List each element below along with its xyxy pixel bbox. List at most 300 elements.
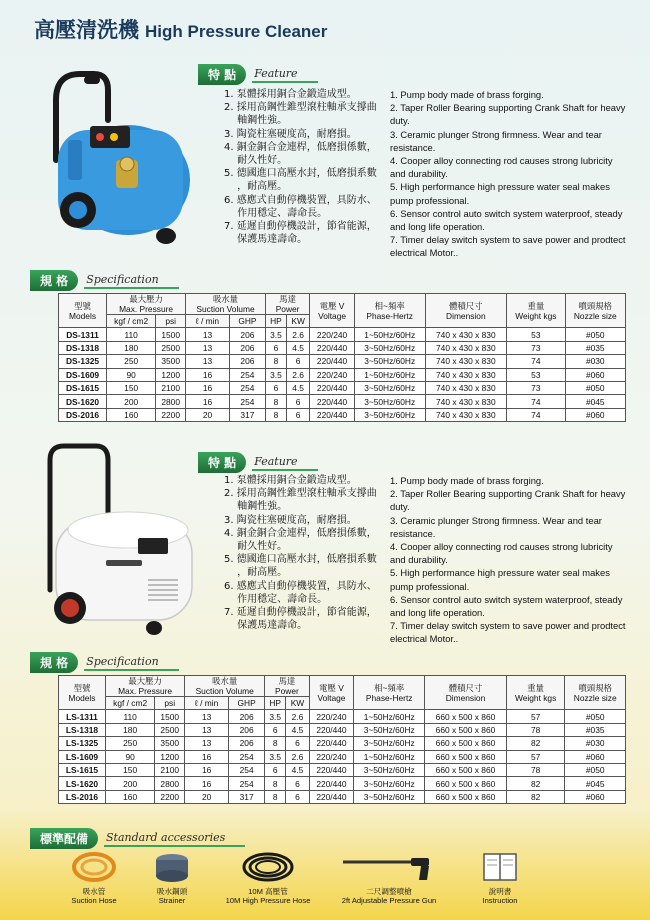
model-cell: DS-1318 [59,341,107,354]
accessory-label-en: Instruction [482,896,518,905]
table-cell: 254 [229,395,265,408]
model-cell: DS-1325 [59,355,107,368]
table-cell: 20 [185,790,229,803]
feature-en-line: 5. High performance high pressure water seal makes [390,181,610,193]
table-cell: 250 [105,737,154,750]
table-cell: 8 [265,790,286,803]
spec-tag-1 [30,270,179,291]
table-cell: 82 [506,777,565,790]
white-pressure-cleaner-image [36,440,202,638]
feature-en-line: 3. Ceramic plunger Strong firmness. Wear and tear [390,128,602,140]
spec-tag-2 [30,652,179,673]
th-unit-gph: GHP [229,697,265,710]
table-cell: #045 [565,777,626,790]
table-cell: 206 [229,341,265,354]
table-cell: 317 [229,790,265,803]
table-cell: 660 x 500 x 860 [425,790,507,803]
table-cell: 160 [105,790,154,803]
table-cell: 254 [229,763,265,776]
th-dimension: 體積尺寸 Dimension [425,294,507,328]
table-cell: 57 [506,750,565,763]
table-cell: 740 x 430 x 830 [425,355,507,368]
feature-en-line: duty. [390,501,410,513]
feature-en-line: 7. Timer delay switch system to save power and prodtect [390,234,626,246]
table-cell: #050 [565,328,625,341]
table-cell: 1200 [155,750,185,763]
feature-en-line: 6. Sensor control auto switch system waterproof, steady [390,593,623,605]
table-cell: 6 [286,408,309,421]
table-cell: 220/240 [309,710,354,723]
table-cell: 1~50Hz/60Hz [354,750,425,763]
table-row [59,408,626,421]
table-cell: 206 [229,355,265,368]
spec-table-body [59,710,626,804]
accessory-label-cn: 10M 高壓管 [248,887,288,896]
table-cell: 1200 [156,368,186,381]
features-cn-list-1 [224,88,377,246]
th-motor: 馬達 Power [265,294,309,315]
table-cell: 254 [229,750,265,763]
table-cell: 16 [185,750,229,763]
table-cell: 220/240 [310,368,355,381]
table-cell: 90 [105,750,154,763]
feature-en-line: 7. Timer delay switch system to save power and prodtect [390,620,626,632]
table-cell: 150 [105,763,154,776]
high-pressure-hose-icon [238,850,298,884]
features-en-list-2 [390,474,626,646]
table-cell: 220/440 [310,381,355,394]
spec-tag-sub: Specification [84,273,178,289]
model-cell: DS-1620 [59,395,107,408]
th-voltage: 電壓 V Voltage [310,294,355,328]
feature-en-line: 4. Cooper alloy connecting rod causes strong lubricity [390,155,613,167]
table-cell: 206 [229,723,265,736]
table-cell: 150 [107,381,156,394]
feature-cn-line: 耐久性好。 [224,155,288,167]
table-cell: 2100 [156,381,186,394]
title-en: High Pressure Cleaner [145,22,328,41]
table-cell: 3~50Hz/60Hz [354,737,425,750]
features-en-list-1 [390,88,626,260]
model-cell: LS-1609 [59,750,106,763]
table-cell: 6 [265,381,286,394]
table-cell: 220/440 [309,737,354,750]
th-nozzle: 噴頭規格 Nozzle size [565,294,625,328]
table-cell: 1~50Hz/60Hz [354,368,425,381]
table-cell: 8 [265,737,286,750]
table-cell: 73 [507,381,565,394]
th-model: 型號 Models [59,294,107,328]
feature-en-line: electrical Motor.. [390,247,459,259]
table-cell: 16 [185,777,229,790]
table-cell: 3~50Hz/60Hz [354,395,425,408]
table-cell: 8 [265,355,286,368]
accessory-label-en: Suction Hose [71,896,117,905]
table-cell: 160 [107,408,156,421]
feature-en-line: electrical Motor.. [390,633,459,645]
feature-en-line: 2. Taper Roller Bearing supporting Crank Shaft for heavy [390,102,626,114]
feature-en-line: 5. High performance high pressure water seal makes [390,567,610,579]
table-cell: 1~50Hz/60Hz [354,710,425,723]
table-cell: 13 [185,737,229,750]
features-cn-list-2 [224,474,377,632]
table-cell: 4.5 [286,341,309,354]
accessory-suction-hose [58,850,130,905]
th-unit-hp: HP [265,315,286,328]
feature-cn-line: 耐久性好。 [224,541,288,553]
feature-cn-line: 1. 泵體採用銅合金鍛造成型。 [224,89,357,100]
table-cell: 220/440 [310,355,355,368]
table-row [59,750,626,763]
table-cell: 6 [265,723,286,736]
spec-tag-label: 規 格 [30,270,78,291]
table-cell: 200 [105,777,154,790]
table-cell: 250 [107,355,156,368]
th-suction: 吸水量 Suction Volume [186,294,266,315]
th-phase: 相~頻率 Phase-Hertz [354,294,425,328]
table-cell: 2200 [155,790,185,803]
table-cell: 3~50Hz/60Hz [354,408,425,421]
accessory-label-cn: 說明書 [488,887,512,896]
table-cell: 6 [286,777,309,790]
th-unit-hp: HP [265,697,286,710]
table-cell: 206 [229,328,265,341]
accessory-instruction [470,850,530,905]
table-cell: 110 [107,328,156,341]
feature-cn-line: 保護馬達壽命。 [224,620,308,632]
accessory-high-pressure-hose [218,850,318,905]
table-cell: 53 [507,368,565,381]
table-row [59,710,626,723]
table-row [59,355,626,368]
table-cell: 660 x 500 x 860 [425,777,507,790]
table-cell: 200 [107,395,156,408]
table-cell: 3500 [156,355,186,368]
table-cell: 74 [507,355,565,368]
table-cell: 4.5 [286,723,309,736]
th-nozzle: 噴頭規格 Nozzle size [565,676,626,710]
table-cell: #050 [565,381,625,394]
feature-tag-1 [198,64,318,85]
feature-en-line: 3. Ceramic plunger Strong firmness. Wear and tear [390,514,602,526]
th-pressure: 最大壓力 Max. Pressure [107,294,186,315]
feature-cn-line: 3. 陶瓷柱塞硬度高，耐磨損。 [224,128,357,140]
table-cell: 13 [185,723,229,736]
table-cell: #050 [565,710,626,723]
accessories-tag [30,828,245,849]
table-cell: 317 [229,408,265,421]
th-phase: 相~頻率 Phase-Hertz [354,676,425,710]
feature-cn-line: 3. 陶瓷柱塞硬度高，耐磨損。 [224,514,357,526]
table-cell: 206 [229,737,265,750]
feature-cn-line: 4. 銅金銅合金連桿，低磨損係數， [224,527,377,539]
table-cell: 660 x 500 x 860 [425,750,507,763]
table-cell: 6 [286,395,309,408]
accessories-tag-label: 標準配備 [30,828,98,849]
feature-cn-line: 2. 採用高鋼性錐型滾柱軸承支撐曲 [224,102,377,114]
table-cell: #035 [565,341,625,354]
table-cell: 206 [229,710,265,723]
table-cell: 660 x 500 x 860 [425,723,507,736]
accessory-label-cn: 吸水管 [82,887,106,896]
accessory-pressure-gun [330,850,448,905]
table-cell: 13 [185,710,229,723]
feature-tag-2 [198,452,318,473]
th-weight: 重量 Weight kgs [506,676,565,710]
feature-cn-line: 保護馬達壽命。 [224,234,308,246]
table-cell: 16 [186,368,230,381]
feature-en-line: 1. Pump body made of brass forging. [390,89,544,100]
table-cell: 3~50Hz/60Hz [354,723,425,736]
table-row [59,341,626,354]
accessory-label-en: 10M High Pressure Hose [225,896,311,905]
th-unit-gph: GHP [229,315,265,328]
feature-cn-line: 4. 銅金銅合金連桿，低磨損係數， [224,141,377,153]
table-cell: #060 [565,408,625,421]
th-weight: 重量 Weight kgs [507,294,565,328]
table-cell: 660 x 500 x 860 [425,710,507,723]
table-cell: 6 [286,737,309,750]
table-cell: 3~50Hz/60Hz [354,790,425,803]
th-dimension: 體積尺寸 Dimension [425,676,507,710]
table-cell: 78 [506,723,565,736]
table-row [59,737,626,750]
accessories-tag-sub: Standard accessories [104,831,245,847]
feature-tag-label: 特 點 [198,64,246,85]
model-cell: LS-1615 [59,763,106,776]
feature-en-line: resistance. [390,141,436,153]
table-row [59,381,626,394]
table-cell: 16 [186,381,230,394]
th-unit-kgf: kgf / cm2 [107,315,156,328]
feature-cn-line: 1. 泵體採用銅合金鍛造成型。 [224,475,357,486]
th-voltage: 電壓 V Voltage [309,676,354,710]
feature-en-line: pump professional. [390,580,470,592]
table-cell: 110 [105,710,154,723]
table-cell: 2100 [155,763,185,776]
spec-table-1 [58,293,626,422]
table-cell: 3~50Hz/60Hz [354,381,425,394]
table-cell: 740 x 430 x 830 [425,395,507,408]
feature-en-line: resistance. [390,527,436,539]
accessory-label-en: 2ft Adjustable Pressure Gun [341,896,437,905]
table-cell: 6 [286,355,309,368]
th-unit-lmin: ℓ / min [186,315,230,328]
table-cell: 6 [265,763,286,776]
table-cell: 180 [107,341,156,354]
feature-cn-line: 7. 延遲自動停機設計，節省能源， [224,221,377,233]
spec-tag-sub: Specification [84,655,178,671]
table-cell: 6 [265,341,286,354]
table-cell: 180 [105,723,154,736]
feature-en-line: pump professional. [390,194,470,206]
table-row [59,723,626,736]
table-cell: 1500 [156,328,186,341]
th-unit-lmin: ℓ / min [185,697,229,710]
table-cell: 90 [107,368,156,381]
feature-cn-line: 7. 延遲自動停機設計，節省能源， [224,607,377,619]
table-cell: #060 [565,790,626,803]
accessory-label-en: Strainer [158,896,186,905]
accessory-label-cn: 二尺調整噴槍 [366,887,412,896]
table-row [59,790,626,803]
table-cell: 254 [229,777,265,790]
table-cell: 74 [507,408,565,421]
table-cell: 2.6 [286,710,309,723]
table-cell: 660 x 500 x 860 [425,763,507,776]
th-unit-psi: psi [155,697,185,710]
model-cell: DS-1609 [59,368,107,381]
table-cell: 3.5 [265,368,286,381]
table-cell: #030 [565,737,626,750]
spec-tag-label: 規 格 [30,652,78,673]
pressure-gun-icon [339,850,439,884]
table-cell: 3.5 [265,710,286,723]
th-model: 型號 Models [59,676,106,710]
feature-tag-label: 特 點 [198,452,246,473]
table-cell: 82 [506,790,565,803]
table-cell: 8 [265,408,286,421]
table-cell: 220/440 [309,763,354,776]
model-cell: LS-1620 [59,777,106,790]
feature-cn-line: 5. 德國進口高壓水封，低磨損系數 [224,168,377,180]
table-cell: 220/440 [310,395,355,408]
table-cell: 4.5 [286,381,309,394]
model-cell: LS-1325 [59,737,106,750]
table-cell: 740 x 430 x 830 [425,381,507,394]
table-cell: 2.6 [286,750,309,763]
feature-tag-sub: Feature [252,455,317,471]
table-cell: 2500 [156,341,186,354]
table-cell: 13 [186,328,230,341]
model-cell: LS-2016 [59,790,106,803]
th-unit-psi: psi [156,315,186,328]
table-row [59,777,626,790]
table-cell: 3.5 [265,750,286,763]
table-cell: 16 [185,763,229,776]
table-cell: 220/440 [309,777,354,790]
model-cell: LS-1318 [59,723,106,736]
table-cell: 57 [506,710,565,723]
table-cell: 1~50Hz/60Hz [354,328,425,341]
table-cell: 740 x 430 x 830 [425,341,507,354]
table-row [59,763,626,776]
feature-en-line: and durability. [390,168,448,180]
table-cell: 13 [186,355,230,368]
table-cell: 220/440 [309,723,354,736]
blue-pressure-cleaner-image [28,60,196,250]
page-title [34,14,327,44]
table-cell: #060 [565,368,625,381]
table-cell: 740 x 430 x 830 [425,328,507,341]
table-cell: 3~50Hz/60Hz [354,355,425,368]
table-cell: 2800 [156,395,186,408]
feature-en-line: and long life operation. [390,221,485,233]
spec-table-body [59,328,626,422]
feature-cn-line: 6. 感應式自動停機裝置，具防水、 [224,194,377,206]
model-cell: DS-2016 [59,408,107,421]
th-unit-kw: KW [286,697,309,710]
table-cell: 3~50Hz/60Hz [354,341,425,354]
table-cell: 740 x 430 x 830 [425,368,507,381]
feature-cn-line: 2. 採用高鋼性錐型滾柱軸承支撐曲 [224,488,377,500]
table-cell: 53 [507,328,565,341]
table-cell: 2.6 [286,328,309,341]
table-cell: 3.5 [265,328,286,341]
table-cell: 1500 [155,710,185,723]
feature-cn-line: ，耐高壓。 [224,567,288,579]
th-unit-kw: KW [286,315,309,328]
table-cell: 20 [186,408,230,421]
feature-cn-line: 軸鋼性強。 [224,501,288,513]
table-cell: 2500 [155,723,185,736]
feature-cn-line: 5. 德國進口高壓水封，低磨損系數 [224,554,377,566]
table-cell: 2.6 [286,368,309,381]
table-cell: 13 [186,341,230,354]
accessory-label-cn: 吸水鋼頭 [156,887,188,896]
th-unit-kgf: kgf / cm2 [105,697,154,710]
table-cell: 73 [507,341,565,354]
feature-en-line: and durability. [390,554,448,566]
feature-cn-line: ，耐高壓。 [224,181,288,193]
table-cell: 82 [506,737,565,750]
table-cell: 3500 [155,737,185,750]
table-row [59,328,626,341]
table-cell: #030 [565,355,625,368]
table-cell: 660 x 500 x 860 [425,737,507,750]
table-cell: 220/240 [309,750,354,763]
th-suction: 吸水量 Suction Volume [185,676,265,697]
table-row [59,368,626,381]
feature-en-line: duty. [390,115,410,127]
table-cell: 4.5 [286,763,309,776]
feature-cn-line: 6. 感應式自動停機裝置，具防水、 [224,580,377,592]
feature-en-line: and long life operation. [390,607,485,619]
table-cell: #035 [565,723,626,736]
feature-cn-line: 作用穩定、壽命長。 [224,593,328,605]
feature-en-line: 1. Pump body made of brass forging. [390,475,544,486]
strainer-icon [152,850,192,884]
feature-en-line: 4. Cooper alloy connecting rod causes strong lubricity [390,541,613,553]
feature-en-line: 2. Taper Roller Bearing supporting Crank Shaft for heavy [390,488,626,500]
model-cell: DS-1615 [59,381,107,394]
table-cell: 220/240 [310,328,355,341]
model-cell: DS-1311 [59,328,107,341]
th-pressure: 最大壓力 Max. Pressure [105,676,184,697]
table-cell: 6 [286,790,309,803]
table-cell: 220/440 [309,790,354,803]
feature-cn-line: 作用穩定、壽命長。 [224,207,328,219]
table-cell: 78 [506,763,565,776]
spec-table-2 [58,675,626,804]
table-cell: 740 x 430 x 830 [425,408,507,421]
table-cell: 8 [265,395,286,408]
model-cell: LS-1311 [59,710,106,723]
table-cell: 220/440 [310,341,355,354]
suction-hose-icon [69,850,119,884]
table-cell: 16 [186,395,230,408]
manual-book-icon [481,850,519,884]
feature-cn-line: 軸鋼性強。 [224,115,288,127]
accessory-strainer [140,850,204,905]
table-cell: #045 [565,395,625,408]
feature-en-line: 6. Sensor control auto switch system waterproof, steady [390,207,623,219]
table-cell: 3~50Hz/60Hz [354,763,425,776]
table-cell: 2200 [156,408,186,421]
title-cn: 高壓清洗機 [34,18,139,42]
table-cell: 3~50Hz/60Hz [354,777,425,790]
table-cell: 74 [507,395,565,408]
